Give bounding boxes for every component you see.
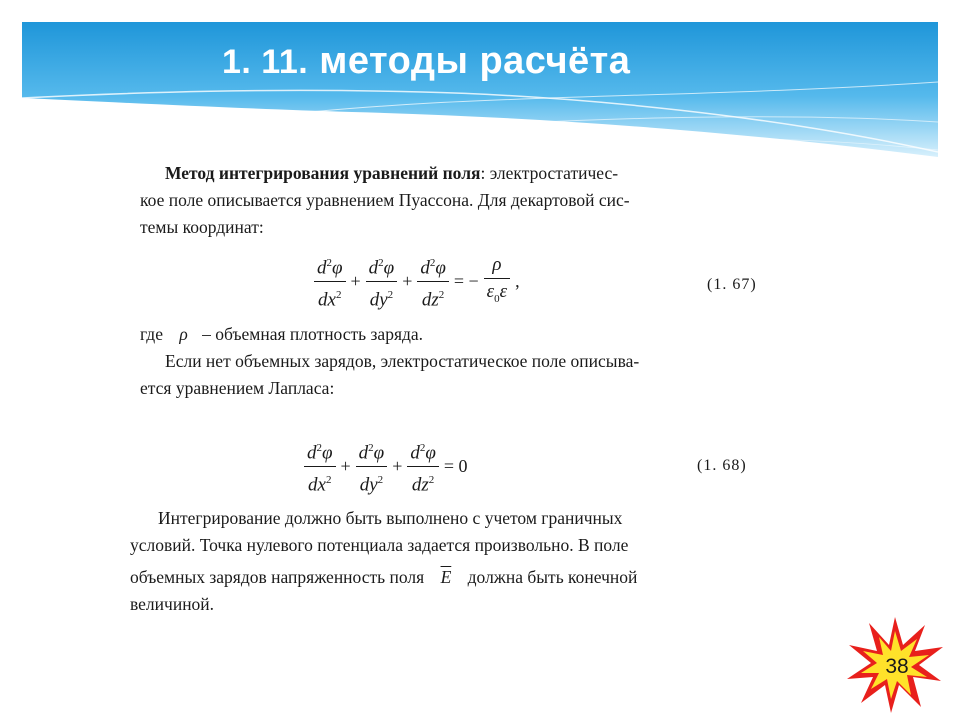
- equation-1-67: $\frac{d^2\varphi}{dx^2}$ + $\frac{d^2\varphi}{dy^2}$ + $\frac{d^2\varphi}{dz^2}$ = − $\frac{\rho}{\varepsilon_0\varepsilon}$ ,: [312, 250, 523, 314]
- paragraph-2-line-2: ется уравнением Лапласа:: [140, 378, 335, 398]
- rho-definition-line: где ρ – объемная плотность заряда.: [140, 324, 424, 344]
- paragraph-3-line-3: объемных зарядов напряженность поля $\overline{E}$ должна быть конечной: [130, 567, 638, 587]
- paragraph-2-line-1: Если нет объемных зарядов, электростатическое поле описыва-: [165, 351, 640, 371]
- equation-1-68: $\frac{d^2\varphi}{dx^2}$ + $\frac{d^2\varphi}{dy^2}$ + $\frac{d^2\varphi}{dz^2}$ = 0: [302, 435, 471, 499]
- paragraph-3-line-1: Интегрирование должно быть выполнено с учетом граничных: [158, 508, 623, 528]
- field-vector-e: $\overline{E}$: [440, 567, 452, 587]
- paragraph-1-line-3: темы координат:: [140, 217, 264, 237]
- title-text: методы расчёта: [319, 40, 631, 82]
- paragraph-1-line-1: [165, 160, 618, 187]
- page-number: 38: [885, 655, 909, 678]
- paragraph-3-line-4: величиной.: [130, 594, 215, 614]
- rho-symbol: ρ: [179, 324, 188, 344]
- paragraph-1-line-1-rest: : электростатичес-: [480, 163, 619, 183]
- slide-title: [222, 40, 630, 83]
- paragraph-3-line-2: условий. Точка нулевого потенциала задается произвольно. В поле: [130, 535, 629, 555]
- title-number: 1. 11.: [222, 43, 309, 81]
- equation-number-1-68: (1. 68): [697, 457, 747, 474]
- method-heading: Метод интегрирования уравнений поля: [165, 163, 481, 183]
- paragraph-1-line-2: кое поле описывается уравнением Пуассона. Для декартовой сис-: [140, 190, 630, 210]
- equation-number-1-67: (1. 67): [707, 276, 757, 293]
